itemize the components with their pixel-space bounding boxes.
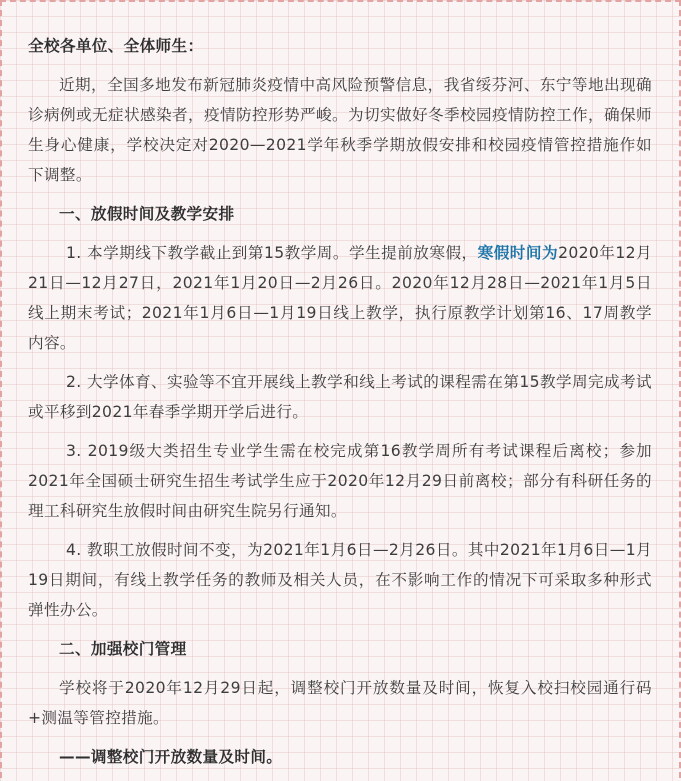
decorative-border-top <box>0 0 681 2</box>
decorative-border-left <box>0 0 2 778</box>
notice-body <box>28 31 652 781</box>
item-1-text-start: 1. 本学期线下教学截止到第15教学周。学生提前放寒假， <box>66 244 478 262</box>
intro-paragraph: 近期，全国多地发布新冠肺炎疫情中高风险预警信息，我省绥芬河、东宁等地出现确诊病例或无症状感染者，疫情防控形势严峻。为切实做好冬季校园疫情防控工作，确保师生身心健康，学校决定对2020—2021学年秋季学期放假安排和校园疫情管控措施作如下调整。 <box>28 76 652 184</box>
section-2-subheading: ——调整校门开放数量及时间。 <box>59 748 283 766</box>
section-1-item-4: 4. 教职工放假时间不变，为2021年1月6日—2月26日。其中2021年1月6日—1月19日期间，有线上教学任务的教师及相关人员，在不影响工作的情况下可采取多种形式弹性办公。 <box>28 541 652 619</box>
salutation: 全校各单位、全体师生： <box>28 37 204 55</box>
section-1-item-1 <box>28 238 652 358</box>
section-1-item-2: 2. 大学体育、实验等不宜开展线上教学和线上考试的课程需在第15教学周完成考试或平移到2021年春季学期开学后进行。 <box>28 373 652 421</box>
item-1-text-end: 2020年12月21日—12月27日，2021年1月20日—2月26日。2020年12月28日—2021年1月5日线上期末考试；2021年1月6日—1月19日线上教学，执行原教学计划第16、17周教学内容。 <box>28 244 652 352</box>
section-2-paragraph: 学校将于2020年12月29日起，调整校门开放数量及时间，恢复入校扫校园通行码+测温等管控措施。 <box>28 679 652 727</box>
section-2-heading: 二、加强校门管理 <box>59 640 187 658</box>
winter-break-highlight: 寒假时间为 <box>477 244 559 262</box>
section-1-heading: 一、放假时间及教学安排 <box>59 205 235 223</box>
section-1-item-3: 3. 2019级大类招生专业学生需在校完成第16教学周所有考试课程后离校；参加2021年全国硕士研究生招生考试学生应于2020年12月29日前离校；部分有科研任务的理工科研究生放假时间由研究生院另行通知。 <box>28 442 652 520</box>
